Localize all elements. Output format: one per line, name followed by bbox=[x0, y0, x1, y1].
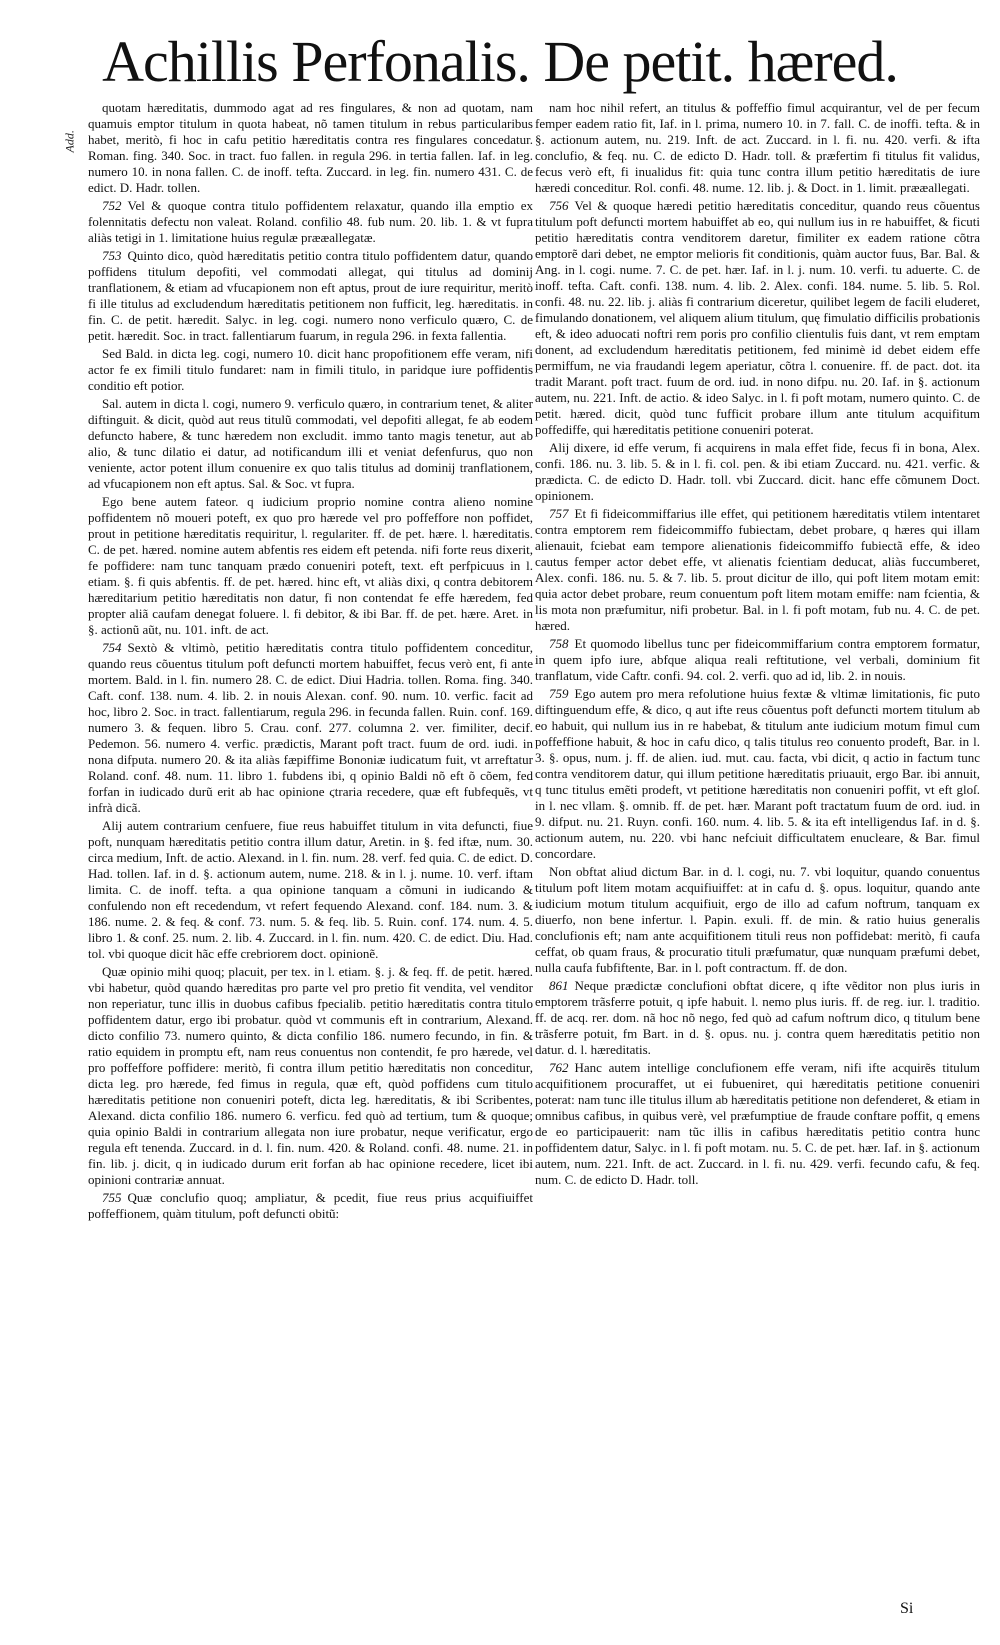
paragraph-text: Et fi fideicommiffarius ille effet, qui petitionem hæreditatis vtilem intentaret contra emptorem rem fideicommiffo fubiectam, debet probare, q hæres qui illam alienauit, fciebat eam tempore alienationis fideicommiffo fubiectã effe, & ideo cautus femper actor debet effe, vt alienatis fcientiam deducat, aliàs fuccumberet, Alex. confi. 186. nu. 5. & 7. lib. 5. prout dicitur de illo, qui poft litem motam emit: quia actor debet probare, reum conuentum poft litem motam emiffe: nam fcientia, & lis mota non præfumitur, nifi probetur. Bal. in l. fi poft motam, fub nu. 4. C. de pet. hæred. bbox=[535, 506, 980, 633]
paragraph-text: Vel & quoque hæredi petitio hæreditatis conceditur, quando reus cõuentus titulum poft defuncti mortem habuiffet ab eo, qui nullum ius in re habuiffet, & ficuti petitio hæreditatis contra venditorem daretur, fimiliter ex eadem ratione cõtra emptorẽ dari debet, ne emptor melioris fit conditionis, quàm auctor fuus, Bar. Bal. & Ang. in l. cogi. nume. 7. C. de pet. hær. Iaf. in l. j. num. 10. verfi. tu aduerte. C. de inoff. tefta. Caft. confi. 138. num. 4. lib. 2. Alex. confi. 184. nume. 5. lib. 5. Rol. confi. 48. nu. 22. lib. j. aliàs fi contrarium diceretur, quilibet legem de facili eluderet, fimulando donationem, vel aliquem alium titulum, quę fimulatio difficilis probationis eft, & ideo aduocati noftri rem poris pro confilio clientulis fuis dant, vt rem emptam donent, ad excludendum hæreditatis petitionem, fed minimè id debet eidem effe permiffum, ne via fraudandi legem aperiatur, cõtra l. conuenire. ff. de pact. dot. ita tradit Marant. poft tract. fuum de ord. iud. in nono difpu. nu. 20. Iaf. in §. actionum autem, nu. 221. Inft. de actio. & ideo Salyc. in l. fi poft motam, numero quinto. C. de petit. hæred. dicit, quòd tunc fufficit probare illum ante titulum acquifitum poffediffe, qui hæreditatis petitione conueniri poterat. bbox=[535, 198, 980, 437]
paragraph bbox=[88, 248, 533, 344]
paragraph-text: Ego bene autem fateor. q iudicium proprio nomine contra alieno nomine poffidentem nõ moueri poteft, ex quo pro hærede vel pro poffeffore non poffidet, prout in petitione hæreditatis requiritur, l. regulariter. ff. de pet. hære. l. hæreditatis. C. de pet. hæred. nomine autem abfentis res eidem eft petenda. nifi forte reus dixerit, fe poffidere: nam tunc tanquam prædo conueniri poteft, text. eft perfpicuus in l. etiam. §. fi quis abfentis. ff. de pet. hæred. hinc eft, vt aliàs dixi, q contra debitorem hæreditarium petitio hæreditatis non datur, fi non contendat fe effe hæredem, fed propter aliã caufam denegat foluere. l. fi debitor, & ibi Bar. ff. de pet. hære. Aret. in §. actionũ aũt, nu. 101. inft. de act. bbox=[88, 494, 533, 637]
paragraph-text: Sextò & vltimò, petitio hæreditatis contra titulo poffidentem conceditur, quando reus cõuentus titulum poft defuncti mortem habuiffet, fecus verò ent, fi ante mortem. Bald. in l. fin. numero 28. C. de edict. Diui Hadria. tollen. Roma. fing. 340. Caft. conf. 138. num. 4. lib. 2. in nouis Alexan. conf. 90. num. 10. verfic. facit ad hoc, libro 2. Soc. in tract. fallentiarum, regula 296. in fecunda fallen. Ruin. conf. 169. numero 3. & fequen. libro 5. Crau. conf. 277. columna 2. ver. fimiliter, decif. Pedemon. 56. numero 4. verfic. prædictis, Marant poft tract. fuum de ord. iudi. in nona difputa. numero 20. & ita aliàs fæpiffime Bononiæ iudicatum fuit, vt arreftatur Roland. conf. 48. num. 11. libro 1. fubdens ibi, q opinio Baldi nõ eft õ cõem, fed forfan in iudicado durũ erit ab hac opinione ϛtraria recedere, quæ eft fubfequẽs, vt infrà dicã. bbox=[88, 640, 533, 815]
paragraph-text: Sed Bald. in dicta leg. cogi, numero 10. dicit hanc propofitionem effe veram, nifi actor fe ex fimili titulo fundaret: nam in fimili titulo, in paridque iure poffidentis conditio eft potior. bbox=[88, 346, 533, 393]
paragraph-text: Vel & quoque contra titulo poffidentem relaxatur, quando illa emptio ex folennitatis defectu non valeat. Roland. confilio 48. fub num. 20. lib. 1. & vt fupra aliàs tetigi in 1. limitatione huius regulæ prææallegatæ. bbox=[88, 198, 533, 245]
paragraph-number: 754 bbox=[102, 640, 122, 655]
left-column bbox=[88, 100, 533, 1620]
paragraph bbox=[535, 198, 980, 438]
paragraph-number: 752 bbox=[102, 198, 122, 213]
paragraph bbox=[88, 100, 533, 196]
paragraph-text: Quæ conclufio quoq; ampliatur, & pcedit, fiue reus prius acquifiuiffet poffeffionem, quàm titulum, poft defuncti obitũ: bbox=[88, 1190, 533, 1221]
paragraph bbox=[535, 1060, 980, 1188]
paragraph bbox=[535, 440, 980, 504]
paragraph-number: 762 bbox=[549, 1060, 569, 1075]
paragraph-text: quotam hæreditatis, dummodo agat ad res fingulares, & non ad quotam, nam quamuis emptor titulum in quota habeat, nõ tamen titulum in rebus particularibus habet, meritò, fi hoc in cafu petitio hæreditatis contra res fingulares concedatur. Roman. fing. 340. Soc. in tract. fuo fallen. in regula 296. in tertia fallen. Iaf. in leg. numero 10. in nona fallen. C. de inoff. tefta. Zuccard. in leg. fin. numero 431. C. de edict. D. Hadr. tollen. bbox=[88, 100, 533, 195]
paragraph-text: Et quomodo libellus tunc per fideicommiffarium contra emptorem formatur, in quem ipfo iure, abfque aliqua reali reftitutione, vel verbali, dominium fit tranflatum, vide Caftr. confi. 94. col. 2. verfi. quo ad id, lib. 2. in nouis. bbox=[535, 636, 980, 683]
paragraph-text: Quinto dico, quòd hæreditatis petitio contra titulo poffidentem datur, quando poffidens titulum depofiti, vel commodati allegat, qui titulus ad dominij tranflationem, & etiam ad vfucapionem non eft aptus, prout de iure requiritur, meritò fi ille titulus ad excludendum hæreditatis petitionem non fufficit, leg. hæreditatis. in fin. C. de petit. hæredit. Salyc. in leg. cogi. numero nono verficulo quæro, C. de petit. hæredit. Soc. in tract. fallentiarum fuarum, in regula 296. in fexta fallentia. bbox=[88, 248, 533, 343]
paragraph bbox=[535, 864, 980, 976]
paragraph-number: 759 bbox=[549, 686, 569, 701]
paragraph-text: Non obftat aliud dictum Bar. in d. l. cogi, nu. 7. vbi loquitur, quando conuentus titulum poft litem motam acquifiuiffet: at in cafu d. §. opus. loquitur, quando ante iudicium motum titulum acquifiuit, ergo de illo ad cafum noftrum, tanquam ex diuerfo, non bene infertur. l. Papin. exuli. ff. de min. & ratio huius generalis conclufionis eft; nam ante acquifitionem tituli reus non poffidebat: meritò, fi caufa ceffat, ob quam fraus, & procuratio tituli præfumatur, quæ nunquam præfumi debet, nulla caufa fubfiftente, Bar. in l. poft contractum. ff. de don. bbox=[535, 864, 980, 975]
paragraph-text: Sal. autem in dicta l. cogi, numero 9. verficulo quæro, in contrarium tenet, & aliter diftinguit. & dicit, quòd aut reus titulũ commodati, vel depofiti allegat, fe ab eodem defuncto habere, & tunc hæredem non excludit. immo tanto magis tenetur, aut ab alio, & tunc dilatio ei datur, ad notificandum illi et veniat defenfurus, quo non veniente, actor potent illum conuenire ex quo talis titulus ad dominij tranflationem, ad vfucapionem non eft aptus. Sal. & Soc. vt fupra. bbox=[88, 396, 533, 491]
paragraph-number: 756 bbox=[549, 198, 569, 213]
paragraph-number: 861 bbox=[549, 978, 569, 993]
paragraph-number: 757 bbox=[549, 506, 569, 521]
right-column bbox=[535, 100, 980, 1620]
paragraph-number: 753 bbox=[102, 248, 122, 263]
signature-mark: Si bbox=[900, 1600, 914, 1617]
paragraph bbox=[88, 1190, 533, 1222]
paragraph bbox=[88, 396, 533, 492]
paragraph-text: Alij dixere, id effe verum, fi acquirens in mala effet fide, fecus fi in bona, Alex. confi. 186. nu. 3. lib. 5. & in l. fi. col. pen. & ibi etiam Zuccard. nu. 421. verfic. & prædicta. C. de edicto D. Hadr. toll. vbi Zuccard. dicit. hanc effe cõmunem Doct. opinionem. bbox=[535, 440, 980, 503]
paragraph bbox=[88, 964, 533, 1188]
paragraph bbox=[535, 506, 980, 634]
paragraph-text: Hanc autem intellige conclufionem effe veram, nifi ifte acquirẽs titulum acquifitionem procuraffet, ut ei fubueniret, qui hæreditatis petitione conueniri poterat: nam tunc ille titulus illum ab hæreditatis petitione non defenderet, & etiam in omnibus cafibus, in quibus verè, vel præfumptiue de fraude conftare poffit, q emens de eo participauerit: nam tũc illis in cafibus hæreditatis petitio contra hunc poffidentem datur, Salyc. in l. fi poft motam. nu. 5. C. de pet. hær. Iaf. in §. actionum autem, num. 221. Inft. de act. Zuccard. in l. fi. nu. 429. verfi. fecundo cafu, & feq. num. C. de edicto D. Hadr. toll. bbox=[535, 1060, 980, 1187]
paragraph bbox=[88, 494, 533, 638]
paragraph bbox=[535, 978, 980, 1058]
paragraph bbox=[535, 686, 980, 862]
paragraph bbox=[535, 100, 980, 196]
paragraph-text: Quæ opinio mihi quoq; placuit, per tex. in l. etiam. §. j. & feq. ff. de petit. hæred. vbi habetur, quòd quando hæreditas pro parte vel pro pretio fit vendita, vel venditor non reperiatur, tunc illis in duobus cafibus fpecialib. petitio hæreditatis contra titulo poffidentem datur, ergo ibi probatur. quòd vt communis eft in contrarium, Alexand. dicto confilio 73. numero quinto, & dicta confilio 186. numero fecundo, in fin. & ratio equidem in promptu eft, nam reus conuentus non contendit, fe pro hærede, vel pro poffeffore poffidere: meritò, fi contra illum petitio hæreditatis non conceditur, dicta leg. pro hærede, fed fimus in regula, quæ eft, quòd poffidens cum titulo hæreditatis petitione non conueniri poteft, dicta leg. hæreditatis, & ibi Scribentes, Alexand. dicta confilio 186. numero 6. verficu. fed quò ad tertium, tum & quoque; quia opinio Baldi in contrarium allegata non iure probatur, neque verificatur, ergo regula eft tenenda. Zuccard. in d. l. fin. num. 420. & Roland. confi. 48. nume. 21. in fin. lib. j. dicit, q in iudicado durum erit forfan ab hac opinione recedere, licet ibi opinioni contrariæ annuat. bbox=[88, 964, 533, 1187]
paragraph-number: 755 bbox=[102, 1190, 122, 1205]
paragraph-text: Neque prædictæ conclufioni obftat dicere, q ifte vẽditor non plus iuris in emptorem trãsferre potuit, q ipfe habuit. l. nemo plus iuris. ff. de reg. iur. l. traditio. ff. de acq. rer. dom. nã hoc nõ nego, fed quò ad cafum noftrum dico, q titulum bene trãsferre potuit, fm Bart. in d. §. opus. nu. j. contra quem hæreditatis petitio non datur. d. l. hæreditatis. bbox=[535, 978, 980, 1057]
paragraph bbox=[88, 198, 533, 246]
paragraph-text: nam hoc nihil refert, an titulus & poffeffio fimul acquirantur, vel de per fecum femper eadem ratio fit, Iaf. in l. prima, numero 10. in 7. fall. C. de inoffi. tefta. & in §. actionum autem, nu. 219. Inft. de act. Zuccard. in l. fi. nu. 420. verfi. & ifta conclufio, & feq. nu. C. de edicto D. Hadr. toll. & præfertim fi titulus fit validus, fecus verò eft, fi inualidus fit: quia tunc contra illum petitio hæreditatis de iure hæredi conceditur. Rol. confi. 48. nume. 12. lib. j. & Doct. in 1. limit. prææallegati. bbox=[535, 100, 980, 195]
paragraph-number: 758 bbox=[549, 636, 569, 651]
margin-note: Add. bbox=[62, 130, 77, 153]
paragraph bbox=[88, 818, 533, 962]
paragraph bbox=[88, 640, 533, 816]
paragraph bbox=[535, 636, 980, 684]
paragraph bbox=[88, 346, 533, 394]
paragraph-text: Ego autem pro mera refolutione huius fextæ & vltimæ limitationis, fic puto diftinguendum effe, & dico, q aut ifte reus cõuentus poft defuncti mortem titulum ab eo habuit, qui nullum ius in re habebat, & titulum ante iudicium motum fimul cum poffeffione habuit, & hoc in cafu dico, q talis titulus reo conuento prodeft, Bar. in l. 3. §. opus, num. j. ff. de alien. iud. mut. cau. facta, vbi dicit, q actio in factum tunc contra venditorem datur, qui illum petitione hæreditatis priuauit, ergo Bar. ibi annuit, q tunc titulus emẽti prodeft, vt petitione hæreditatis non conueniri poffit, vt eft gloſ. in l. nec vllam. §. omnib. ff. de pet. hær. Marant poft tractatum fuum de ord. iud. in 9. difput. nu. 21. Ruyn. confi. 160. num. 4. lib. 5. & ita eft intelligendus Iaf. in d. §. actionum autem, nu. 220. vbi hanc nefciuit difficultatem enucleare, & Bar. fimul concordare. bbox=[535, 686, 980, 861]
paragraph-text: Alij autem contrarium cenfuere, fiue reus habuiffet titulum in vita defuncti, fiue poft, nunquam hæreditatis petitio contra illum datur, Aretin. in §. fed iftæ, num. 30. circa medium, Inft. de actio. Alexand. in l. fin. num. 28. verf. fed quia. C. de edict. D. Had. tollen. Iaf. in d. §. actionum autem, nume. 218. & in l. j. nume. 10. verf. iftam limita. C. de inoff. tefta. a qua opinione tanquam a cõmuni in iudicando & confulendo non eft recedendum, vt refert fequendo Alexand. conf. 184. num. 3. & 186. nume. 2. & feq. & conf. 73. num. 5. & feq. lib. 5. Ruin. conf. 174. num. 4. 5. libro 1. & conf. 25. num. 2. lib. 4. Zuccard. in l. fin. num. 420. C. de edict. Diu. Had. tol. vbi quoque dicit hãc effe crebriorem doct. opinionẽ. bbox=[88, 818, 533, 961]
page-header: Achillis Perfonalis. De petit. hæred. bbox=[102, 29, 898, 94]
